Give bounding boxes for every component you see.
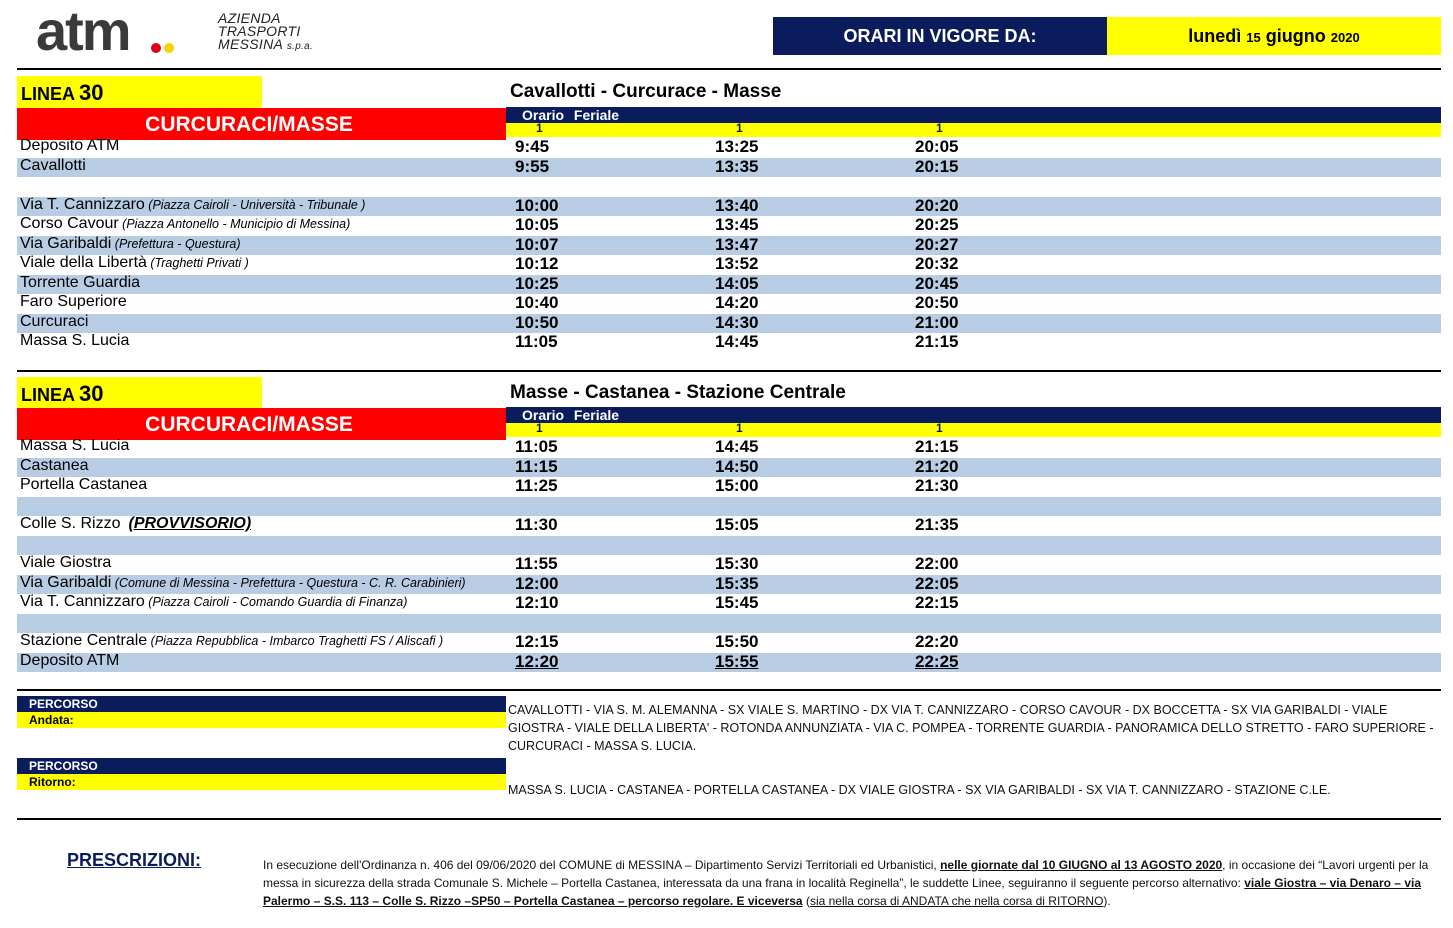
table-row (17, 477, 1441, 497)
departure-time: 13:52 (715, 254, 759, 273)
stop-name: Massa S. Lucia (20, 437, 130, 454)
percorso-andata-sub: Andata: (17, 712, 506, 728)
departure-time: 20:45 (915, 273, 959, 293)
departure-time: 20:05 (915, 137, 959, 156)
table-row (17, 216, 1441, 236)
departure-time: 10:00 (515, 195, 559, 215)
departure-time: 22:15 (915, 593, 959, 612)
percorso-ritorno-sub: Ritorno: (17, 774, 506, 790)
divider (17, 370, 1441, 372)
stop-name: Deposito ATM (20, 137, 120, 154)
table-row (17, 294, 1441, 314)
stop-name: Cavallotti (20, 156, 86, 174)
departure-time: 20:25 (915, 215, 959, 234)
table-row (17, 536, 1441, 556)
departure-time: 10:25 (515, 273, 559, 293)
departure-time: 22:20 (915, 632, 959, 651)
departure-time: 21:30 (915, 476, 959, 495)
direction-banner: CURCURACI/MASSE (17, 108, 506, 140)
trip-number-row: 1 1 1 (506, 123, 1441, 137)
table-row (17, 653, 1441, 673)
departure-time: 11:25 (515, 476, 558, 495)
departure-time: 21:20 (915, 456, 959, 476)
departure-time: 14:45 (715, 332, 759, 351)
departure-time: 11:05 (515, 437, 558, 456)
table-row (17, 438, 1441, 458)
departure-time: 13:47 (715, 234, 759, 254)
departure-time: 12:00 (515, 573, 559, 593)
stop-name: Colle S. Rizzo (PROVVISORIO) (20, 515, 252, 532)
departure-time: 15:30 (715, 554, 759, 573)
departure-time: 13:40 (715, 195, 759, 215)
vigore-label: ORARI IN VIGORE DA: (773, 17, 1107, 55)
divider (17, 818, 1441, 820)
departure-time: 10:05 (515, 215, 559, 234)
table-row (17, 197, 1441, 217)
route-title: Masse - Castanea - Stazione Centrale (510, 382, 846, 403)
stop-note: (Comune di Messina - Prefettura - Questura - C. R. Carabinieri) (111, 575, 466, 590)
departure-time: 11:05 (515, 332, 558, 351)
stop-name: Torrente Guardia (20, 273, 141, 291)
departure-time: 14:30 (715, 312, 759, 332)
table-row (17, 614, 1441, 634)
stop-name: Viale della Libertà (Traghetti Privati ) (20, 254, 249, 271)
departure-time: 15:50 (715, 632, 759, 651)
orario-header: Orario Feriale (506, 407, 1441, 423)
stop-name: Via T. Cannizzaro (Piazza Cairoli - Università - Tribunale ) (20, 195, 366, 213)
departure-time: 11:15 (515, 456, 558, 476)
departure-time: 13:25 (715, 137, 759, 156)
departure-time: 14:45 (715, 437, 759, 456)
stop-name: Via Garibaldi (Comune di Messina - Prefettura - Questura - C. R. Carabinieri) (20, 573, 466, 591)
departure-time: 12:10 (515, 593, 559, 612)
departure-time: 20:20 (915, 195, 959, 215)
departure-time: 9:55 (515, 156, 550, 176)
stop-name: Deposito ATM (20, 651, 120, 669)
stop-name: Massa S. Lucia (20, 332, 130, 349)
departure-time: 10:50 (515, 312, 559, 332)
table-row (17, 555, 1441, 575)
company-name: AZIENDA TRASPORTI MESSINA s.p.a. (218, 10, 314, 52)
percorso-ritorno-text: MASSA S. LUCIA - CASTANEA - PORTELLA CASTANEA - DX VIALE GIOSTRA - SX VIA GARIBALDI - SX VIA T. CANNIZZARO - STAZIONE C.LE. (508, 783, 1331, 797)
departure-time: 22:05 (915, 573, 959, 593)
table-row (17, 275, 1441, 295)
departure-time: 21:35 (915, 515, 959, 534)
linea-label: LINEA 30 (17, 76, 262, 108)
stop-name: Faro Superiore (20, 293, 127, 310)
stop-name: Corso Cavour (Piazza Antonello - Municipio di Messina) (20, 215, 351, 232)
stop-note: (Piazza Cairoli - Comando Guardia di Finanza) (144, 595, 408, 609)
table-row (17, 236, 1441, 256)
stop-note: (Prefettura - Questura) (111, 236, 241, 251)
departure-time: 20:50 (915, 293, 959, 312)
stop-name: Via T. Cannizzaro (Piazza Cairoli - Comando Guardia di Finanza) (20, 593, 408, 610)
departure-time: 14:50 (715, 456, 759, 476)
departure-time: 15:35 (715, 573, 759, 593)
prescrizioni-text: In esecuzione dell'Ordinanza n. 406 del 09/06/2020 del COMUNE di MESSINA – Dipartimento Servizi Territoriali ed Urbanistici, nelle giornate dal 10 GIUGNO al 13 AGOSTO 2020, in occasione dei “Lavori urgenti per la messa in sicurezza della strada Comunale S. Michele – Portella Castanea, interessata da una frana in località Reginella”, le suddette Linee, seguiranno il seguente percorso alternativo: viale Giostra – via Denaro – via Palermo – S.S. 113 – Colle S. Rizzo –SP50 – Portella Castanea – percorso regolare. E viceversa (sia nella corsa di ANDATA che nella corsa di RITORNO). (263, 858, 1429, 908)
vigore-date: lunedì 15 giugno 2020 (1107, 17, 1441, 55)
departure-time: 12:15 (515, 632, 559, 651)
table-row (17, 575, 1441, 595)
departure-time: 15:00 (715, 476, 759, 495)
trip-number-row: 1 1 1 (506, 423, 1441, 437)
table-row (17, 594, 1441, 614)
divider (17, 689, 1441, 691)
stop-note: (Piazza Cairoli - Università - Tribunale ) (144, 197, 366, 212)
departure-time: 11:30 (515, 515, 558, 534)
table-row (17, 633, 1441, 653)
stop-note: (Piazza Repubblica - Imbarco Traghetti FS / Aliscafi ) (147, 634, 444, 648)
stop-note: (Piazza Antonello - Municipio di Messina) (118, 217, 351, 231)
logo-wordmark: atm (36, 8, 130, 56)
table-row (17, 138, 1441, 158)
table-row (17, 333, 1441, 353)
table-row (17, 158, 1441, 178)
table-row (17, 255, 1441, 275)
stop-name: Curcuraci (20, 312, 89, 330)
departure-time: 12:20 (515, 651, 559, 671)
departure-time: 14:05 (715, 273, 759, 293)
departure-time: 22:00 (915, 554, 959, 573)
departure-time: 11:55 (515, 554, 558, 573)
percorso-andata-text: CAVALLOTTI - VIA S. M. ALEMANNA - SX VIALE S. MARTINO - DX VIA T. CANNIZZARO - CORSO CAVOUR - DX BOCCETTA - SX VIA GARIBALDI - VIALE GIOSTRA - VIALE DELLA LIBERTA' - ROTONDA ANNUNZIATA - VIA C. POMPEA - TORRENTE GUARDIA - PANORAMICA DELLO STRETTO - FARO SUPERIORE - CURCURACI - MASSA S. LUCIA. (508, 703, 1434, 753)
departure-time: 20:27 (915, 234, 959, 254)
divider (17, 68, 1441, 70)
orario-header: Orario Feriale (506, 107, 1441, 123)
table-row (17, 458, 1441, 478)
departure-time: 9:45 (515, 137, 550, 156)
departure-time: 20:32 (915, 254, 959, 273)
table-row (17, 177, 1441, 197)
departure-time: 10:07 (515, 234, 559, 254)
atm-logo (36, 8, 206, 56)
departure-time: 21:15 (915, 332, 959, 351)
departure-time: 21:15 (915, 437, 959, 456)
percorso-ritorno-label: PERCORSO (17, 758, 506, 774)
provisional-label: (PROVVISORIO) (128, 515, 252, 532)
stop-name: Via Garibaldi (Prefettura - Questura) (20, 234, 241, 252)
departure-time: 13:35 (715, 156, 759, 176)
linea-label: LINEA 30 (17, 377, 262, 409)
stop-note: (Traghetti Privati ) (146, 256, 249, 270)
percorso-andata-label: PERCORSO (17, 696, 506, 712)
stop-name: Portella Castanea (20, 476, 148, 493)
departure-time: 10:12 (515, 254, 559, 273)
prescrizioni-title: PRESCRIZIONI: (67, 850, 202, 870)
direction-banner: CURCURACI/MASSE (17, 408, 506, 440)
departure-time: 14:20 (715, 293, 759, 312)
table-row (17, 516, 1441, 536)
table-row (17, 497, 1441, 517)
departure-time: 10:40 (515, 293, 559, 312)
departure-time: 22:25 (915, 651, 959, 671)
departure-time: 15:45 (715, 593, 759, 612)
stop-name: Castanea (20, 456, 89, 474)
departure-time: 20:15 (915, 156, 959, 176)
table-row (17, 314, 1441, 334)
stop-name: Viale Giostra (20, 554, 112, 571)
route-title: Cavallotti - Curcurace - Masse (510, 81, 782, 102)
departure-time: 15:05 (715, 515, 759, 534)
departure-time: 13:45 (715, 215, 759, 234)
departure-time: 21:00 (915, 312, 959, 332)
departure-time: 15:55 (715, 651, 759, 671)
stop-name: Stazione Centrale (Piazza Repubblica - Imbarco Traghetti FS / Aliscafi ) (20, 632, 444, 649)
